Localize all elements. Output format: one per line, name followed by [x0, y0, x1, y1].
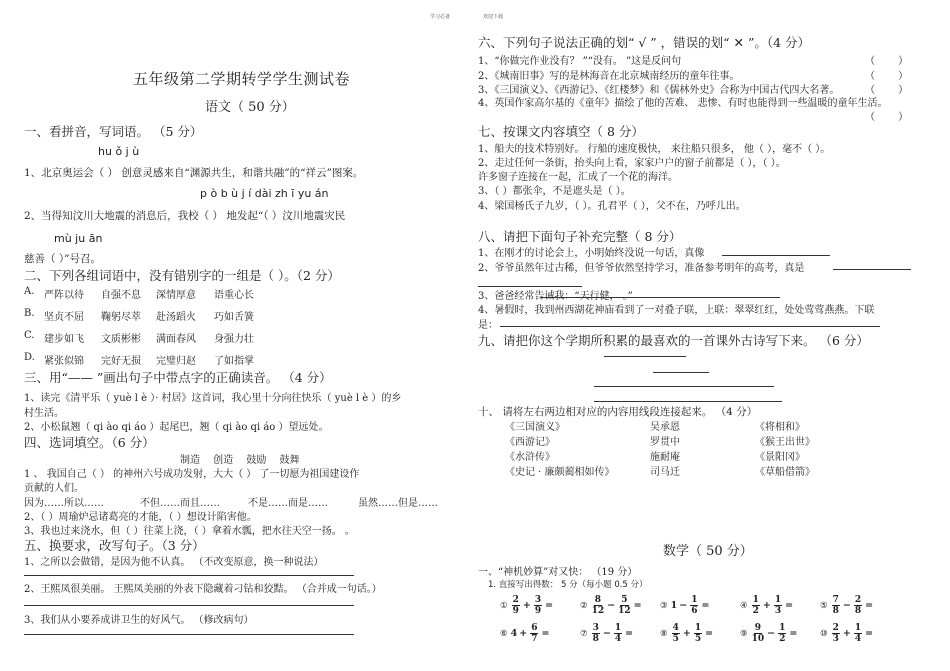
- q7-line2b: 许多窗子连接在一起，汇成了一个花的海洋。: [478, 172, 678, 183]
- fraction: $\frac{8}{12}$: [591, 595, 605, 616]
- q10-left-column: [505, 418, 615, 478]
- q10-right-item[interactable]: 《草船借箭》: [755, 467, 815, 478]
- q4-line1b: 贡献的人们。: [24, 483, 84, 494]
- q9-title: 九、请把你这个学期所积累的最喜欢的一首课外古诗写下来。 （6 分）: [478, 333, 869, 348]
- q4-line3: 3、我也过来浇水，但（ ）往菜上浇，（ ）拿着水瓢，把水往天空一扬。 。: [24, 526, 355, 537]
- q1-pinyin2: p ò b ù j í dài zh ī yu án: [200, 187, 329, 200]
- q10-middle-item[interactable]: 罗贯中: [650, 437, 680, 448]
- fraction: $\frac{1}{6}$: [691, 595, 698, 616]
- math-problem[interactable]: ② $\frac{8}{12}$ − $\frac{5}{12}$ =: [580, 595, 642, 616]
- math-problem[interactable]: ⑤ $\frac{7}{8}$ − $\frac{2}{8}$ =: [820, 595, 874, 616]
- watermark-left: 学习必备: [430, 14, 451, 20]
- fraction: $\frac{1}{4}$: [614, 623, 622, 644]
- q6-paren-1[interactable]: （ ）: [865, 56, 909, 67]
- q8-answer-line-2a[interactable]: [833, 269, 911, 270]
- q4-line2: 2、（ ）周瑜炉忌诸葛亮的才能，（ ）想设计陷害他。: [24, 512, 257, 523]
- q1-title: 一、看拼音，写词语。 （5 分）: [24, 124, 203, 139]
- math-problem[interactable]: ③ 1 − $\frac{1}{6}$ =: [660, 595, 710, 616]
- q10-left-item[interactable]: 《水浒传》: [505, 452, 555, 463]
- q9-line-1[interactable]: [604, 356, 686, 357]
- fraction: $\frac{1}{5}$: [694, 623, 702, 644]
- q6-item-1: 1、“你做完作业没有？ ”“没有。 ”这是反问句: [478, 56, 682, 67]
- q6-paren-2[interactable]: （ ）: [865, 71, 909, 82]
- q2-option-a: A. 严阵以待 自强不息 深情厚意 语重心长: [24, 286, 254, 301]
- q8-line3: 3、爸爸经常告诫我：“天行健， 。”: [478, 291, 633, 302]
- fraction: $\frac{1}{2}$: [752, 595, 759, 616]
- q8-answer-line-4[interactable]: [500, 326, 880, 327]
- q8-line4b: 是：: [478, 320, 498, 331]
- q1-line1: 1、北京奥运会（ ） 创意灵感来自“渊源共生，和谐共融”的“祥云”图案。: [24, 167, 364, 179]
- q5-title: 五、换要求，改写句子。（3 分）: [24, 538, 205, 553]
- q5-answer-line-2[interactable]: [24, 605, 354, 606]
- q7-line3: 3、（ ）都张伞，不是遮头是（ ）。: [478, 186, 631, 197]
- q4-connectors: 因为……所以…… 不但……而且…… 不是……而是…… 虽然……但是……: [24, 498, 438, 509]
- math-sub1-title: 1. 直接写出得数： 5 分（每小题 0.5 分）: [488, 580, 648, 590]
- q9-line-4[interactable]: [594, 401, 782, 402]
- fraction: $\frac{1}{3}$: [774, 595, 782, 616]
- q3-line2: 2、小松鼠翘（ qi ào qi áo ）起尾巴，翘（ qi ào qi áo ）望远处。: [24, 422, 329, 433]
- q10-right-column: [755, 418, 815, 478]
- q4-title: 四、选词填空。（6 分）: [24, 435, 155, 450]
- math-sec1-title: 一、“神机妙算”对又快： （19 分）: [478, 567, 638, 578]
- q7-line2: 2、走过任何一条街，抬头向上看，家家户户的窗子前都是（ ），（ ）。: [478, 158, 786, 169]
- fraction: $\frac{2}{3}$: [832, 623, 839, 644]
- q7-line4: 4、梁国杨氏子九岁，（ ）。孔君平（ ），父不在，乃呼儿出。: [478, 201, 746, 212]
- q8-line2: 2、爷爷虽然年过古稀，但爷爷依然坚持学习，准备参考明年的高考，真是: [478, 263, 805, 274]
- q5-line3: 3、我们从小要养成讲卫生的好风气。 （修改病句）: [24, 615, 254, 626]
- q7-title: 七、按课文内容填空（ 8 分）: [478, 124, 644, 139]
- fraction: $\frac{2}{9}$: [512, 595, 519, 616]
- q8-answer-line-1[interactable]: [722, 255, 830, 256]
- q8-answer-line-3[interactable]: [540, 297, 780, 298]
- q10-right-item[interactable]: 《景阳冈》: [755, 452, 805, 463]
- fraction: $\frac{4}{5}$: [672, 623, 679, 644]
- q4-word-bank: 制造 创造 鼓励 鼓舞: [180, 455, 300, 466]
- q5-answer-line-3[interactable]: [24, 634, 354, 635]
- q3-line1b: 村生活。: [24, 408, 64, 419]
- q10-title: 十、 请将左右两边相对应的内容用线段连接起来。 （4 分）: [478, 406, 758, 418]
- q2-option-d: D. 紧张似锦 完好无损 完璧归赵 了如指掌: [24, 352, 254, 367]
- q9-line-2[interactable]: [653, 372, 709, 373]
- fraction: $\frac{3}{9}$: [534, 595, 542, 616]
- q4-line1: 1 、 我国自己（ ） 的神州六号成功发射，大大（ ） 了一切愿为祖国建设作: [24, 469, 360, 480]
- q10-left-item[interactable]: 《西游记》: [505, 437, 555, 448]
- math-problem[interactable]: ⑥ 4 + $\frac{6}{7}$ =: [500, 623, 550, 644]
- q10-middle-column: [650, 418, 680, 478]
- q6-paren-4[interactable]: （ ）: [865, 112, 909, 123]
- fraction: $\frac{6}{7}$: [531, 623, 538, 644]
- math-problem[interactable]: ⑨ $\frac{9}{10}$ − $\frac{1}{2}$ =: [740, 623, 798, 644]
- q8-line4: 4、暑假时，我到州西湖花神庙看到了一对叠子联，上联：翠翠红红，处处莺莺燕燕。下联: [478, 305, 875, 316]
- fraction: $\frac{2}{8}$: [854, 595, 862, 616]
- math-problem[interactable]: ⑦ $\frac{3}{8}$ − $\frac{1}{4}$ =: [580, 623, 634, 644]
- q10-left-item[interactable]: 《史记 · 廉颇蔺相如传》: [505, 467, 615, 478]
- q1-line2: 2、当得知汶川大地震的消息后，我校（ ） 地发起“（ ）汶川地震灾民: [24, 210, 346, 222]
- math-section-header: 数学（ 50 分）: [663, 544, 753, 559]
- fraction: $\frac{1}{2}$: [779, 623, 786, 644]
- fraction: $\frac{3}{8}$: [592, 623, 599, 644]
- q3-title: 三、用“—— ”画出句子中带点字的正确读音。 （4 分）: [24, 370, 332, 385]
- q9-line-3[interactable]: [594, 386, 774, 387]
- q5-answer-line-1[interactable]: [24, 575, 354, 576]
- q6-paren-3[interactable]: （ ）: [865, 85, 909, 96]
- math-problem[interactable]: ⑧ $\frac{4}{5}$ + $\frac{1}{5}$ =: [660, 623, 714, 644]
- q1-pinyin3: mù ju ān: [54, 232, 103, 245]
- q5-line2: 2、王熙凤很美丽。 王熙凤美丽的外表下隐藏着刁钻和狡黠。 （合并成一句话。）: [24, 584, 382, 595]
- q6-item-2: 2、《城南旧事》写的是林海音在北京城南经历的童年往事。: [478, 71, 740, 82]
- math-problem[interactable]: ① $\frac{2}{9}$ + $\frac{3}{9}$ =: [500, 595, 554, 616]
- fraction: $\frac{5}{12}$: [618, 595, 631, 616]
- q10-middle-item[interactable]: 吴承恩: [650, 422, 680, 433]
- q6-item-4: 4、英国作家高尔基的《童年》描绘了他的苦难、 悲惨、有时也能得到一些温暖的童年生活。: [478, 98, 888, 109]
- fraction: $\frac{9}{10}$: [751, 623, 765, 644]
- q2-title: 二、下列各组词语中，没有错别字的一组是（ ）。（2 分）: [24, 268, 340, 283]
- q10-middle-item[interactable]: 施耐庵: [650, 452, 680, 463]
- fraction: $\frac{1}{4}$: [854, 623, 862, 644]
- math-problem[interactable]: ④ $\frac{1}{2}$ + $\frac{1}{3}$ =: [740, 595, 794, 616]
- q10-right-item[interactable]: 《猴王出世》: [755, 437, 815, 448]
- q8-title: 八、请把下面句子补充完整（ 8 分）: [478, 229, 682, 244]
- q8-line1: 1、在刚才的讨论会上，小明始终没说一句话，真像: [478, 248, 705, 259]
- q3-line1: 1、读完《清平乐（ yuè l è ）· 村居》这首词，我心里十分向往快乐（ yuè l è ）的乡: [24, 393, 402, 404]
- q10-right-item[interactable]: 《将相和》: [755, 422, 805, 433]
- q2-option-b: B. 坚贞不屈 鞠躬尽萃 赴汤蹈火 巧如舌簧: [24, 308, 254, 323]
- page-title: 五年级第二学期转学学生测试卷: [133, 70, 351, 88]
- q10-middle-item[interactable]: 司马迁: [650, 467, 680, 478]
- q7-line1: 1、船夫的技术特别好。 行船的速度极快， 来往船只很多， 他（ ），毫不（ ）。: [478, 144, 831, 155]
- q1-pinyin1: hu ǒ j ù: [98, 145, 140, 158]
- q6-item-3: 3、《三国演义》、《西游记》、《红楼梦》和《儒林外史》合称为中国古代四大名著。: [478, 85, 840, 96]
- watermark-right: 欢迎下载: [483, 14, 504, 20]
- q2-option-c: C. 建步如飞 文质彬彬 满面春风 身强力壮: [24, 330, 254, 345]
- math-problem[interactable]: ⑩ $\frac{2}{3}$ + $\frac{1}{4}$ =: [820, 623, 874, 644]
- q1-line3: 慈善（ ）”号召。: [24, 253, 101, 265]
- q6-title: 六、下列句子说法正确的划“ √ ” ，错误的划“ ✕ ”。（4 分）: [478, 35, 811, 50]
- q5-line1: 1、之所以会做错，是因为他不认真。 （不改变原意，换一种说法）: [24, 557, 324, 568]
- chinese-section-header: 语文（ 50 分）: [205, 100, 295, 115]
- fraction: $\frac{7}{8}$: [832, 595, 839, 616]
- q10-left-item[interactable]: 《三国演义》: [505, 422, 565, 433]
